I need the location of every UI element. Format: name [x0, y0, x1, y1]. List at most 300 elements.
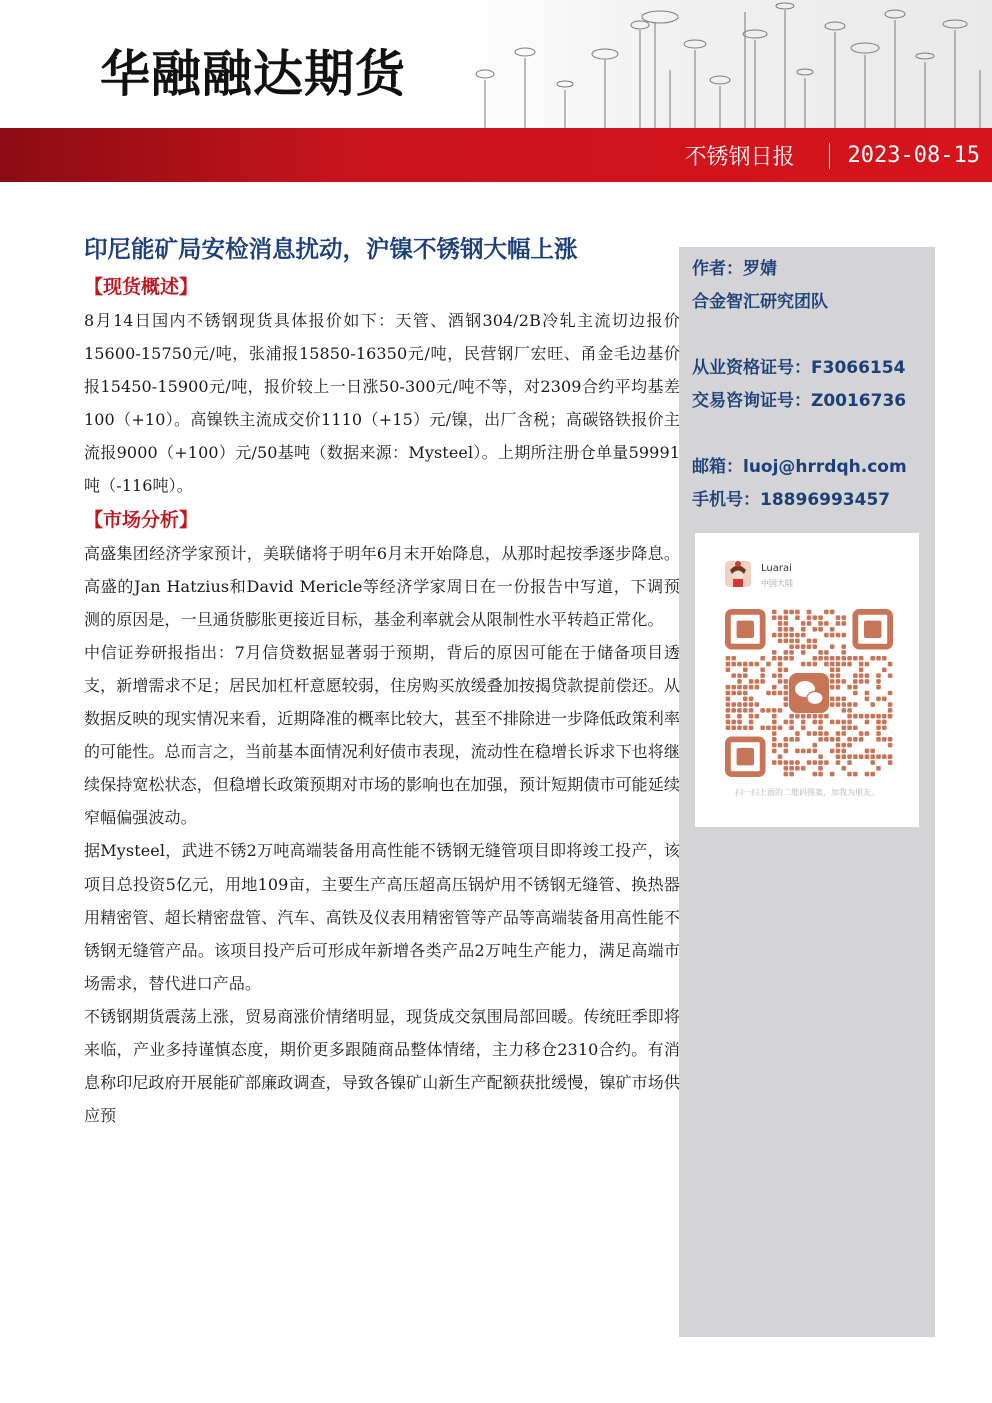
qr-module [882, 737, 887, 742]
qr-module [772, 610, 777, 615]
qr-module [824, 610, 829, 615]
qr-module [847, 743, 852, 748]
qr-module [784, 696, 789, 701]
qr-module [830, 679, 835, 684]
qr-module [830, 644, 835, 649]
qr-module [876, 679, 881, 684]
paragraph: 据Mysteel，武进不锈2万吨高端装备用高性能不锈钢无缝管项目即将竣工投产，该项目总投资5亿元，用地109亩，主要生产高压超高压锅炉用不锈钢无缝管、换热器用精密管、超长精密盘管、汽车、高铁及仪表用精密管等产品等高端装备用高性能不锈钢无缝管产品。该项目投产后可形成年新增各类产品2万吨生产能力，满足高端市场需求，替代进口产品。 [84, 841, 680, 993]
qr-module [841, 662, 846, 667]
qr-module [812, 731, 817, 736]
qr-module [870, 656, 875, 661]
qr-module [772, 720, 777, 725]
qr-module [847, 685, 852, 690]
qr-module [841, 749, 846, 754]
qr-module [760, 673, 765, 678]
qr-module [726, 696, 731, 701]
paragraph: 中信证券研报指出：7月信贷数据显著弱于预期，背后的原因可能在于储备项目透支，新增需求不足；居民加杠杆意愿较弱，住房购买放缓叠加按揭贷款提前偿还。从数据反映的现实情况来看，近期降准的概率比较大，甚至不排除进一步降低政策利率的可能性。总而言之，当前基本面情况利好债市表现，流动性在稳增长诉求下也将继续保持宽松状态，但稳增长政策预期对市场的影响也在加强，预计短期债市可能延续窄幅偏强波动。 [84, 642, 680, 828]
section-title-spot: 【现货概述】 [84, 276, 199, 298]
qr-module [841, 615, 846, 620]
qr-module [865, 662, 870, 667]
qr-module [836, 749, 841, 754]
qr-module [882, 668, 887, 673]
qr-module [870, 754, 875, 759]
qr-module [801, 725, 806, 730]
qr-module [795, 644, 800, 649]
qr-module [784, 627, 789, 632]
qr-module [789, 644, 794, 649]
qr-module [807, 714, 812, 719]
qr-module [812, 749, 817, 754]
qr-module [836, 754, 841, 759]
qr-module [726, 662, 731, 667]
qr-module [818, 766, 823, 771]
qr-module [836, 743, 841, 748]
qr-module [755, 662, 760, 667]
qr-module [812, 639, 817, 644]
qr-module [772, 708, 777, 713]
qr-module [784, 766, 789, 771]
author-sidebar [679, 247, 935, 1337]
qr-module [836, 737, 841, 742]
qr-module [830, 696, 835, 701]
qr-module [789, 650, 794, 655]
qr-module [841, 644, 846, 649]
qr-module [847, 720, 852, 725]
qr-module [801, 720, 806, 725]
qr-module [789, 725, 794, 730]
qr-module [812, 615, 817, 620]
qr-module [865, 696, 870, 701]
qr-module [841, 650, 846, 655]
qr-module [737, 720, 742, 725]
qr-module [760, 725, 765, 730]
qr-module [726, 720, 731, 725]
qr-module [812, 714, 817, 719]
qr-module [731, 673, 736, 678]
qr-module [731, 725, 736, 730]
qr-module [882, 714, 887, 719]
qr-module [847, 737, 852, 742]
qr-module [778, 679, 783, 684]
qr-module [824, 633, 829, 638]
qr-module [812, 720, 817, 725]
qr-module [784, 668, 789, 673]
qr-module [824, 662, 829, 667]
qr-module [784, 633, 789, 638]
qr-module [830, 662, 835, 667]
qr-module [841, 766, 846, 771]
qr-module [888, 760, 893, 765]
qr-module [836, 760, 841, 765]
paragraph: 8月14日国内不锈钢现货具体报价如下：天管、酒钢304/2B冷轧主流切边报价15600-15750元/吨，张浦报15850-16350元/吨，民营钢厂宏旺、甬金毛边基价报15450-15900元/吨，报价较上一日涨50-300元/吨不等，对2309合约平均基差100（+10）。高镍铁主流成交价1110（+15）元/镍，出厂含税；高碳铬铁报价主流报9000（+100）元/50基吨（数据来源：Mysteel）。上期所注册仓单量59991吨（-116吨）。 [84, 311, 680, 496]
paragraph: 不锈钢期货震荡上涨，贸易商涨价情绪明显，现货成交氛围局部回暖。传统旺季即将来临，产业多持谨慎态度，期价更多跟随商品整体情绪，主力移仓2310合约。有消息称印尼政府开展能矿部廉政调查，导致各镍矿山新生产配额获批缓慢，镍矿市场供应预 [84, 1006, 680, 1126]
qr-module [830, 737, 835, 742]
qr-module [841, 621, 846, 626]
qr-module [824, 621, 829, 626]
qr-module [778, 708, 783, 713]
license-number: 从业资格证号：F3066154 [692, 358, 906, 378]
qr-module [812, 772, 817, 777]
qr-module [737, 691, 742, 696]
qr-module [841, 696, 846, 701]
qr-module [818, 720, 823, 725]
qr-module [789, 766, 794, 771]
qr-module [824, 714, 829, 719]
qr-module [870, 760, 875, 765]
qr-module [818, 615, 823, 620]
qr-module [743, 725, 748, 730]
qr-module [778, 656, 783, 661]
qr-module [772, 725, 777, 730]
qr-module [801, 714, 806, 719]
qr-module [853, 714, 858, 719]
qr-module [760, 656, 765, 661]
qr-module [737, 714, 742, 719]
qr-module [841, 720, 846, 725]
qr-module [841, 633, 846, 638]
qr-module [882, 656, 887, 661]
qr-module [795, 610, 800, 615]
qr-module [772, 673, 777, 678]
qr-module [726, 656, 731, 661]
qr-module [789, 656, 794, 661]
qr-module [801, 650, 806, 655]
qr-module [836, 702, 841, 707]
qr-module [778, 662, 783, 667]
qr-module [807, 662, 812, 667]
qr-module [749, 714, 754, 719]
brand-logo-text: 华融融达期货 [100, 45, 406, 103]
qr-module [778, 673, 783, 678]
section-title-analysis: 【市场分析】 [84, 508, 199, 531]
qr-module [801, 633, 806, 638]
qr-module [818, 650, 823, 655]
qr-module [737, 679, 742, 684]
qr-module [847, 702, 852, 707]
qr-module [801, 621, 806, 626]
qr-module [737, 725, 742, 730]
qr-module [772, 633, 777, 638]
qr-module [766, 691, 771, 696]
qr-module [830, 668, 835, 673]
qr-module [795, 749, 800, 754]
qr-module [772, 714, 777, 719]
qr-module [888, 673, 893, 678]
qr-module [876, 737, 881, 742]
qr-module [778, 633, 783, 638]
qr-module [865, 754, 870, 759]
qr-module [865, 731, 870, 736]
qr-module [731, 662, 736, 667]
qr-module [755, 714, 760, 719]
qr-module [865, 714, 870, 719]
author-email: 邮箱：luoj@hrrdqh.com [692, 457, 907, 477]
qr-module [743, 668, 748, 673]
qr-module [801, 749, 806, 754]
qr-module [841, 702, 846, 707]
qr-module [841, 743, 846, 748]
qr-module [882, 725, 887, 730]
qr-module [789, 772, 794, 777]
qr-module [795, 731, 800, 736]
qr-module [847, 754, 852, 759]
qr-module [853, 737, 858, 742]
qr-module [789, 633, 794, 638]
qr-module [784, 621, 789, 626]
qr-hint-text: 扫一扫上面的二维码图案，加我为朋友。 [735, 788, 879, 797]
qr-module [847, 760, 852, 765]
qr-module [807, 644, 812, 649]
qr-module [784, 650, 789, 655]
qr-module [731, 691, 736, 696]
qr-module [731, 720, 736, 725]
qr-module [865, 772, 870, 777]
qr-module [812, 760, 817, 765]
qr-module [830, 673, 835, 678]
qr-module [743, 673, 748, 678]
qr-module [853, 656, 858, 661]
qr-module [876, 720, 881, 725]
qr-module [859, 737, 864, 742]
qr-module [841, 725, 846, 730]
qr-module [778, 725, 783, 730]
qr-module [772, 691, 777, 696]
qr-module [737, 685, 742, 690]
qr-module [841, 731, 846, 736]
qr-module [830, 633, 835, 638]
qr-module [749, 679, 754, 684]
qr-module [784, 610, 789, 615]
qr-module [807, 731, 812, 736]
qr-module [824, 656, 829, 661]
qr-module [876, 656, 881, 661]
qr-module [731, 656, 736, 661]
qr-module [807, 615, 812, 620]
qr-module [784, 749, 789, 754]
consulting-license: 交易咨询证号：Z0016736 [692, 391, 907, 411]
qr-module [749, 696, 754, 701]
qr-module [841, 708, 846, 713]
qr-module [778, 668, 783, 673]
qr-module [789, 760, 794, 765]
qr-module [859, 668, 864, 673]
qr-module [853, 679, 858, 684]
qr-module [807, 760, 812, 765]
qr-module [876, 714, 881, 719]
report-name: 不锈钢日报 [684, 145, 795, 170]
author-name: 作者：罗婧 [692, 259, 777, 279]
qr-module [778, 754, 783, 759]
qr-module [812, 627, 817, 632]
qr-module [888, 754, 893, 759]
qr-module [743, 691, 748, 696]
qr-module [784, 743, 789, 748]
qr-module [830, 772, 835, 777]
qr-module [818, 760, 823, 765]
qr-module [882, 754, 887, 759]
qr-module [818, 772, 823, 777]
qr-module [830, 627, 835, 632]
qr-module [888, 708, 893, 713]
qr-module [853, 691, 858, 696]
qr-module [853, 685, 858, 690]
qr-module [772, 685, 777, 690]
qr-module [726, 714, 731, 719]
qr-profile-name: Luarai [761, 563, 792, 574]
qr-module [836, 673, 841, 678]
qr-module [749, 685, 754, 690]
qr-module [870, 772, 875, 777]
qr-module [859, 714, 864, 719]
qr-module [772, 615, 777, 620]
qr-module [789, 714, 794, 719]
qr-module [836, 662, 841, 667]
qr-module [865, 720, 870, 725]
qr-module [784, 702, 789, 707]
qr-module [784, 737, 789, 742]
qr-module [795, 760, 800, 765]
qr-module [772, 760, 777, 765]
qr-module [772, 737, 777, 742]
qr-module [824, 731, 829, 736]
qr-module [789, 639, 794, 644]
qr-module [778, 760, 783, 765]
qr-module [812, 656, 817, 661]
qr-module [772, 743, 777, 748]
qr-module [772, 749, 777, 754]
qr-module [847, 725, 852, 730]
paragraph: 高盛集团经济学家预计，美联储将于明年6月末开始降息，从那时起按季逐步降息。高盛的Jan Hatzius和David Mericle等经济学家周日在一份报告中写道，下调预测的原因是，一旦通货膨胀更接近目标，基金利率就会从限制性水平转趋正常化。 [84, 543, 680, 629]
main-content [84, 228, 680, 1132]
qr-module [760, 708, 765, 713]
qr-module [726, 691, 731, 696]
qr-module [859, 673, 864, 678]
qr-module [749, 720, 754, 725]
qr-module [807, 621, 812, 626]
qr-module [766, 725, 771, 730]
qr-module [888, 662, 893, 667]
qr-module [824, 737, 829, 742]
qr-module [830, 702, 835, 707]
qr-module [784, 639, 789, 644]
qr-finder-center [737, 748, 754, 765]
qr-module [853, 772, 858, 777]
qr-module [847, 656, 852, 661]
author-phone: 手机号：18896993457 [692, 490, 891, 510]
qr-module [772, 731, 777, 736]
qr-module [830, 685, 835, 690]
qr-module [731, 708, 736, 713]
qr-module [784, 685, 789, 690]
qr-module [789, 737, 794, 742]
qr-module [818, 731, 823, 736]
qr-module [766, 708, 771, 713]
qr-module [876, 731, 881, 736]
qr-module [888, 702, 893, 707]
qr-module [818, 621, 823, 626]
qr-module [888, 737, 893, 742]
qr-module [876, 766, 881, 771]
qr-module [784, 615, 789, 620]
qr-module [726, 725, 731, 730]
qr-code [725, 609, 893, 777]
qr-module [795, 737, 800, 742]
qr-module [807, 610, 812, 615]
qr-module [836, 696, 841, 701]
qr-module [737, 708, 742, 713]
qr-module [795, 714, 800, 719]
qr-module [859, 656, 864, 661]
qr-module [789, 720, 794, 725]
qr-module [795, 639, 800, 644]
qr-module [836, 656, 841, 661]
qr-module [865, 749, 870, 754]
qr-module [726, 668, 731, 673]
qr-module [801, 766, 806, 771]
qr-module [778, 621, 783, 626]
qr-module [841, 679, 846, 684]
qr-module [888, 691, 893, 696]
qr-module [847, 662, 852, 667]
qr-module [859, 662, 864, 667]
qr-module [755, 702, 760, 707]
qr-module [888, 714, 893, 719]
qr-module [743, 708, 748, 713]
qr-module [743, 685, 748, 690]
qr-module [784, 772, 789, 777]
qr-module [778, 627, 783, 632]
header-lines-graphic [455, 0, 992, 128]
qr-module [795, 615, 800, 620]
qr-module [760, 668, 765, 673]
qr-module [836, 731, 841, 736]
qr-module [778, 615, 783, 620]
qr-module [853, 754, 858, 759]
qr-module [870, 714, 875, 719]
report-meta [685, 140, 980, 171]
qr-module [778, 691, 783, 696]
qr-module [778, 743, 783, 748]
qr-module [772, 656, 777, 661]
qr-module [743, 662, 748, 667]
qr-module [784, 656, 789, 661]
qr-module [865, 673, 870, 678]
qr-module [749, 702, 754, 707]
qr-module [865, 691, 870, 696]
qr-module [726, 685, 731, 690]
qr-module [859, 679, 864, 684]
qr-module [870, 749, 875, 754]
qr-module [784, 720, 789, 725]
qr-module [876, 673, 881, 678]
header-decoration [455, 0, 992, 128]
qr-module [818, 714, 823, 719]
qr-module [755, 679, 760, 684]
qr-module [801, 662, 806, 667]
qr-module [755, 685, 760, 690]
qr-module [836, 720, 841, 725]
qr-module [859, 754, 864, 759]
report-date: 2023-08-15 [847, 143, 980, 168]
qr-module [731, 702, 736, 707]
qr-module [853, 673, 858, 678]
avatar [725, 561, 751, 587]
qr-module [807, 749, 812, 754]
qr-module [737, 662, 742, 667]
qr-module [726, 708, 731, 713]
qr-module [801, 627, 806, 632]
qr-module [818, 725, 823, 730]
